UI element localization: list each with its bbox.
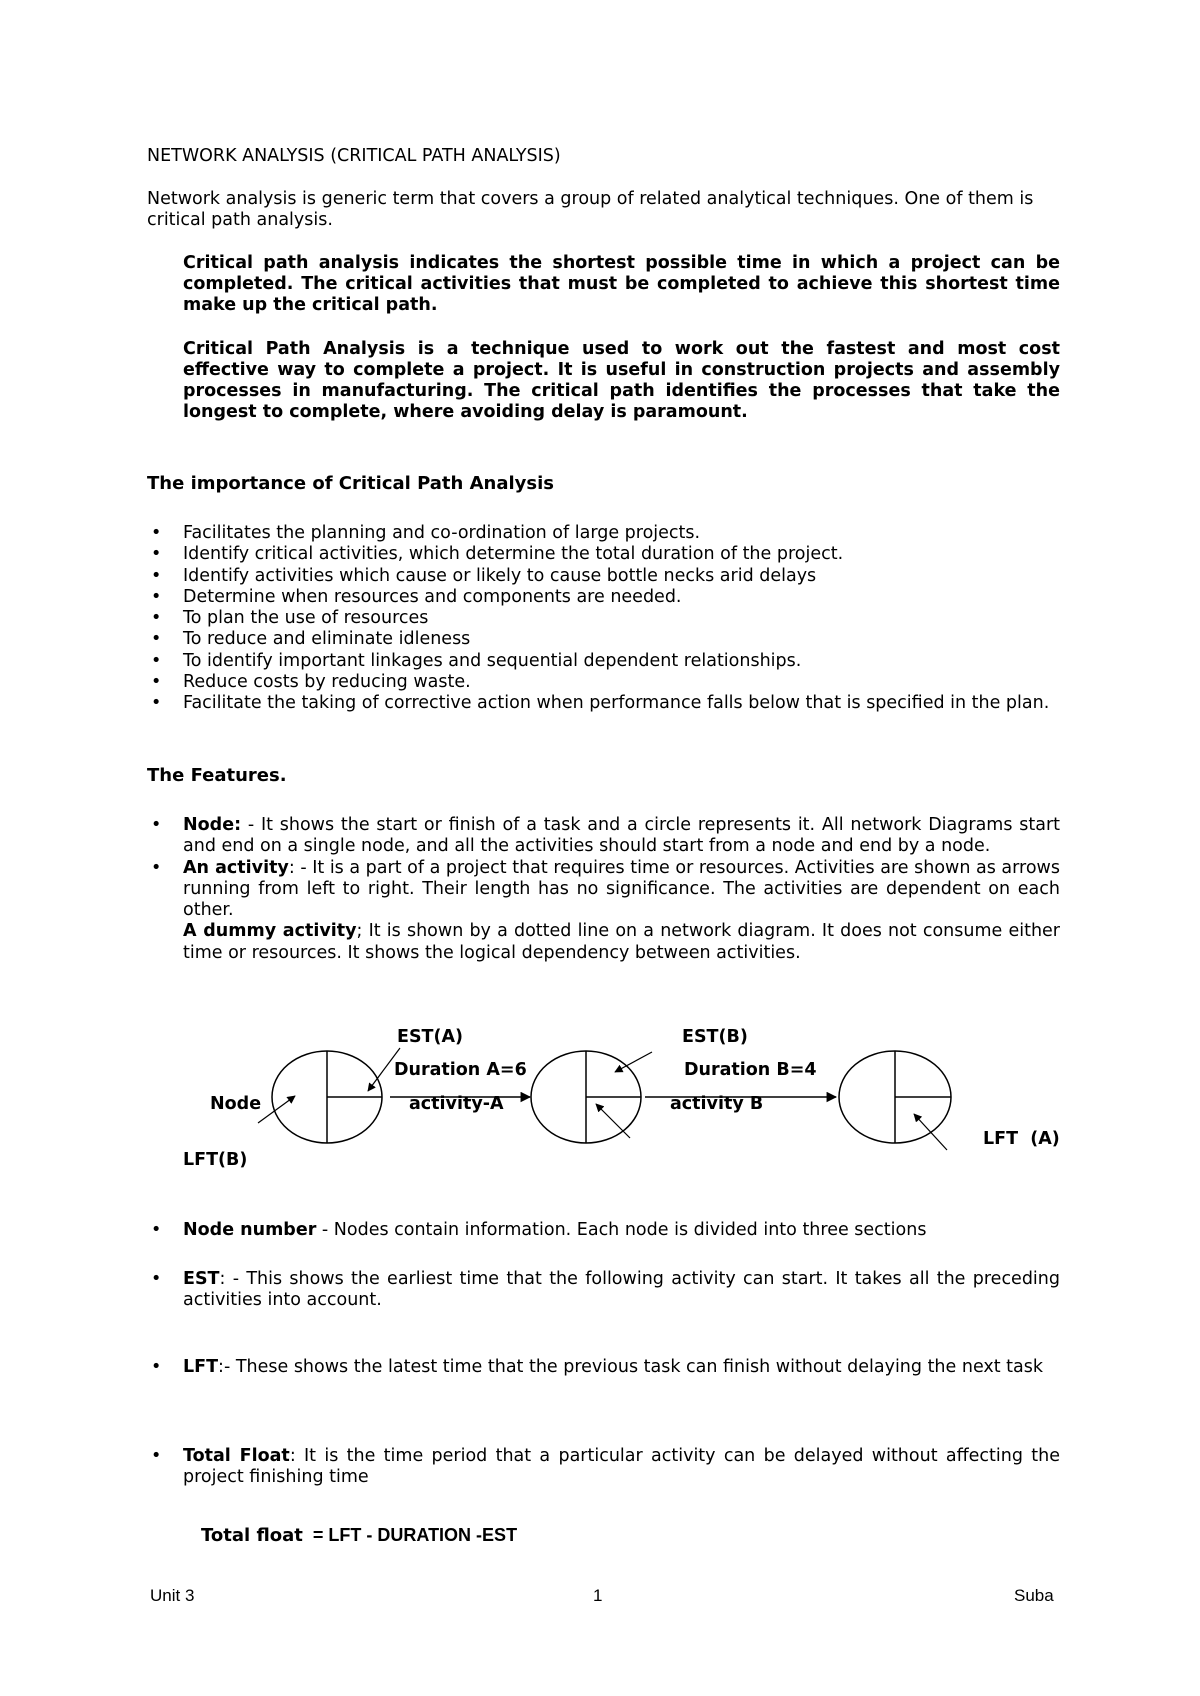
bullet-icon: • bbox=[151, 565, 162, 586]
bullet-icon: • bbox=[151, 1357, 162, 1377]
footer-page-number: 1 bbox=[593, 1586, 603, 1605]
label-activity-a: activity-A bbox=[409, 1094, 504, 1114]
list-item: • To identify important linkages and sequential dependent relationships. bbox=[151, 650, 802, 671]
list-item-activity: • An activity: - It is a part of a project that requires time or resources. Activities are shown as arrows running from left to right. Their length has no significance. The activities are dependent on each other. A dummy activity; It is shown by a dotted line on a network diagram. It does not consume either time or resources. It shows the logical dependency between activities. bbox=[151, 857, 1060, 963]
list-item: • To plan the use of resources bbox=[151, 608, 429, 629]
term-activity: An activity bbox=[183, 857, 289, 878]
footer-unit: Unit 3 bbox=[150, 1586, 195, 1605]
definitions-lft bbox=[147, 1357, 1060, 1378]
total-float-formula: Total float = LFT - DURATION -EST bbox=[201, 1525, 518, 1546]
term-node: Node: bbox=[183, 815, 242, 835]
features-heading: The Features. bbox=[147, 765, 287, 786]
definitions-est bbox=[147, 1269, 1060, 1312]
label-est-b: EST(B) bbox=[682, 1027, 748, 1047]
label-est-a: EST(A) bbox=[397, 1027, 464, 1047]
pointer-node-arrow bbox=[258, 1096, 295, 1123]
network-diagram bbox=[0, 1020, 1200, 1190]
list-item: • Identify activities which cause or likely to cause bottle necks arid delays bbox=[151, 565, 817, 586]
page-title: NETWORK ANALYSIS (CRITICAL PATH ANALYSIS) bbox=[147, 146, 561, 166]
pointer-lft-a-arrow bbox=[914, 1114, 947, 1150]
bullet-icon: • bbox=[151, 629, 162, 650]
importance-heading: The importance of Critical Path Analysis bbox=[147, 473, 555, 494]
list-item: • Reduce costs by reducing waste. bbox=[151, 672, 471, 693]
list-item-node: • Node: - It shows the start or finish of a task and a circle represents it. All network Diagrams start and end on a single node, and all the activities should start from a node and end by a node. bbox=[151, 815, 1060, 857]
list-item-total-float: • Total Float: It is the time period that a particular activity can be delayed without affecting the project finishing time bbox=[151, 1446, 1060, 1488]
bullet-icon: • bbox=[151, 1446, 162, 1466]
list-item: • Identify critical activities, which determine the total duration of the project. bbox=[151, 544, 844, 565]
list-item: • Facilitates the planning and co-ordination of large projects. bbox=[151, 523, 701, 543]
features-list bbox=[147, 815, 1060, 964]
label-activity-b: activity B bbox=[670, 1094, 764, 1114]
list-item-node-number: • Node number - Nodes contain information. Each node is divided into three sections bbox=[151, 1220, 927, 1240]
bullet-icon: • bbox=[151, 608, 162, 629]
importance-list bbox=[147, 523, 1060, 715]
label-lft-b: LFT(B) bbox=[183, 1150, 248, 1170]
label-node: Node bbox=[210, 1094, 262, 1114]
definitions-total-float bbox=[147, 1446, 1060, 1489]
bullet-icon: • bbox=[151, 815, 162, 835]
list-item: • Facilitate the taking of corrective action when performance falls below that is specified in the plan. bbox=[151, 693, 1050, 714]
bullet-icon: • bbox=[151, 693, 162, 714]
node-circle-1 bbox=[272, 1051, 382, 1143]
label-duration-b: Duration B=4 bbox=[684, 1060, 817, 1080]
label-duration-a: Duration A=6 bbox=[394, 1060, 527, 1080]
list-item: • Determine when resources and components are needed. bbox=[151, 586, 682, 607]
bullet-icon: • bbox=[151, 523, 162, 543]
bullet-icon: • bbox=[151, 672, 162, 693]
term-dummy-activity: A dummy activity bbox=[183, 921, 357, 942]
bullet-icon: • bbox=[151, 586, 162, 607]
bullet-icon: • bbox=[151, 857, 162, 878]
list-item-est: • EST: - This shows the earliest time that the following activity can start. It takes all the preceding activities into account. bbox=[151, 1269, 1060, 1311]
pointer-lft-b-arrow bbox=[596, 1104, 630, 1138]
list-item-lft: • LFT:- These shows the latest time that the previous task can finish without delaying the next task bbox=[151, 1357, 1044, 1377]
cpa-definition-paragraph: Critical path analysis indicates the shortest possible time in which a project can be completed. The critical activities that must be completed to achieve this shortest time make up the critical path. bbox=[183, 253, 1060, 315]
bullet-icon: • bbox=[151, 650, 162, 671]
list-item: • To reduce and eliminate idleness bbox=[151, 629, 471, 650]
footer-author: Suba bbox=[1014, 1586, 1054, 1605]
definitions-node-number bbox=[147, 1220, 1060, 1241]
node-circle-3 bbox=[839, 1051, 951, 1143]
bullet-icon: • bbox=[151, 544, 162, 565]
intro-paragraph: Network analysis is generic term that covers a group of related analytical techniques. One of them is critical path analysis. bbox=[147, 189, 1034, 230]
bullet-icon: • bbox=[151, 1220, 162, 1240]
cpa-technique-paragraph: Critical Path Analysis is a technique used to work out the fastest and most cost effective way to complete a project. It is useful in construction projects and assembly processes in manufacturing. The critical path identifies the processes that take the longest to complete, where avoiding delay is paramount. bbox=[183, 339, 1060, 422]
bullet-icon: • bbox=[151, 1269, 162, 1289]
label-lft-a: LFT (A) bbox=[983, 1129, 1060, 1149]
node-circle-2 bbox=[531, 1051, 641, 1143]
